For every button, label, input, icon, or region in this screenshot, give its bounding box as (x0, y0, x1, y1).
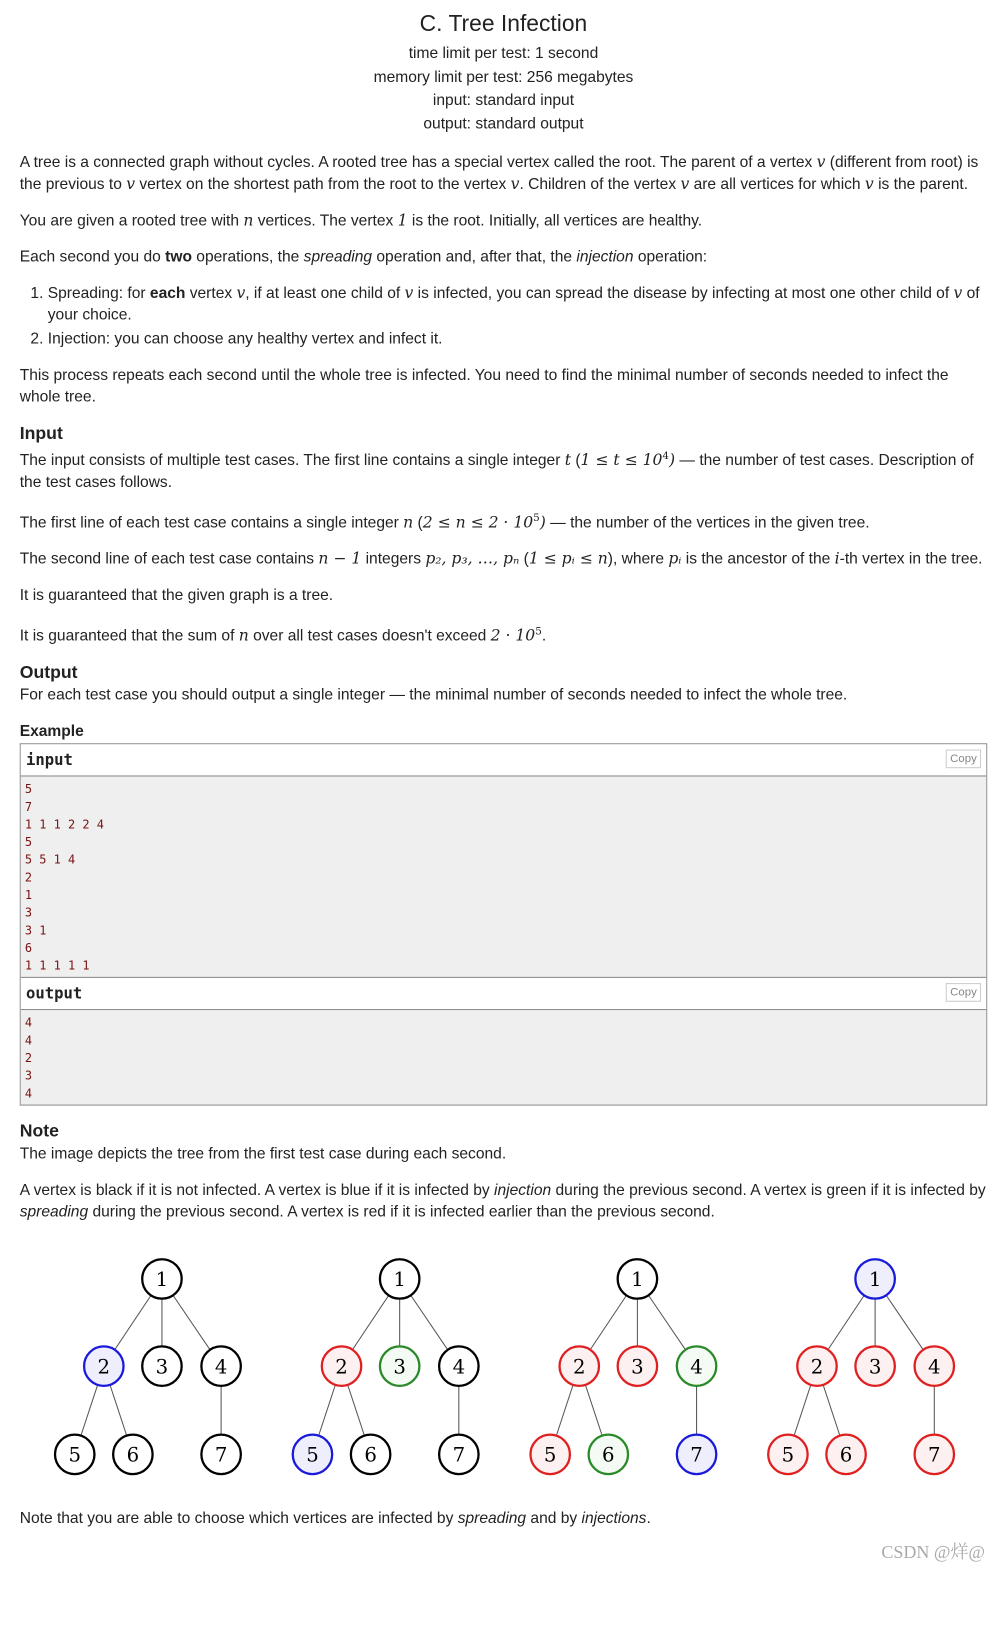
tree-node-label: 4 (214, 1355, 228, 1379)
tree-node-label: 4 (690, 1355, 703, 1379)
paragraph (20, 508, 988, 534)
legend-end (20, 364, 988, 408)
math-inline: 4 (662, 450, 670, 462)
sample-line: 6 (24, 940, 33, 956)
tree-edge (348, 1385, 365, 1436)
sample-line: 2 (24, 1050, 33, 1066)
sample-line: 4 (24, 1085, 33, 1101)
math-inline: n (403, 512, 414, 532)
tree-edge (173, 1295, 210, 1350)
math-inline: t (564, 450, 571, 470)
sample-line: 2 (24, 869, 33, 885)
output-file: output: standard output (423, 114, 584, 133)
input-heading: Input (19, 423, 63, 444)
italic-text: injection (494, 1181, 552, 1200)
sample-line: 3 (24, 905, 33, 920)
text-run: vertices. The vertex (253, 211, 398, 230)
math-inline: 1 ≤ t ≤ 10 (580, 450, 663, 470)
text-run: during the previous second. A vertex is green if it is infected by (551, 1181, 986, 1200)
italic-text: spreading (19, 1203, 89, 1221)
sample-line: 4 (24, 1015, 33, 1030)
note-text (20, 1143, 988, 1223)
paragraph (20, 210, 988, 232)
tree-node-label: 2 (335, 1355, 348, 1379)
italic-text: spreading (303, 248, 373, 266)
text-run: integers (361, 550, 426, 568)
sample-line: 1 1 1 1 1 (24, 958, 90, 973)
sample-line: 5 5 1 4 (24, 852, 76, 867)
paragraph (20, 1507, 988, 1529)
sample-output-header (21, 977, 986, 1010)
paragraph (20, 684, 988, 706)
paragraph (20, 445, 988, 493)
tree-edge (794, 1385, 811, 1436)
text-run: operations, the (191, 248, 304, 266)
math-inline: 2 · 10 (490, 625, 536, 645)
paragraph (20, 584, 988, 606)
input-spec (20, 445, 988, 646)
copy-output-button[interactable]: Copy (946, 983, 981, 1002)
tree-node-label: 1 (155, 1268, 169, 1292)
tree-node-label: 2 (810, 1355, 824, 1379)
input-file: input: standard input (432, 91, 575, 110)
tree-diagram (768, 1259, 954, 1474)
text-run: is the parent. (873, 175, 969, 194)
text-run: ( (413, 513, 423, 532)
tree-node-label: 3 (393, 1355, 406, 1379)
bold-text: two (165, 248, 192, 266)
paragraph (20, 548, 988, 570)
math-inline: p₂, p₃, …, pₙ (425, 549, 520, 568)
math-inline: v (404, 283, 414, 303)
math-inline: 5 (535, 625, 542, 638)
math-inline: v (680, 174, 690, 194)
text-run: Spreading: for (47, 284, 150, 303)
math-inline: v (864, 174, 874, 194)
math-inline: v (816, 152, 826, 172)
text-run: during the previous second. A vertex is red if it is infected earlier than the previous second. (88, 1203, 715, 1221)
text-run: is the root. Initially, all vertices are healthy. (407, 211, 703, 230)
statement (0, 152, 1007, 1530)
watermark: CSDN @烊@ (881, 1542, 985, 1562)
paragraph (20, 1179, 988, 1223)
tree-edge (590, 1295, 626, 1349)
text-run: Injection: you can choose any healthy vertex and infect it. (47, 330, 443, 348)
sample-input-header (21, 744, 986, 776)
tree-node-label: 1 (631, 1268, 644, 1292)
legend-paragraphs (20, 152, 988, 268)
sample-tests (20, 743, 988, 1105)
sample-line: 1 1 1 2 2 4 (24, 816, 104, 832)
problem-title: C. Tree Infection (419, 10, 588, 37)
example-heading: Example (19, 722, 84, 741)
math-inline: n − 1 (318, 549, 362, 568)
tree-edge (319, 1385, 336, 1436)
text-run: This process repeats each second until the whole tree is infected. You need to find the minimal number of seconds needed to infect the whole tree. (19, 366, 949, 406)
note-end (20, 1507, 988, 1529)
text-run: of your choice. (47, 284, 980, 324)
text-run: It is guaranteed that the given graph is a tree. (19, 586, 334, 605)
text-run: — the number of the vertices in the given tree. (545, 513, 870, 532)
paragraph (20, 246, 988, 268)
math-inline: n (238, 625, 249, 645)
text-run: . (646, 1509, 651, 1528)
tree-edge (115, 1295, 151, 1349)
math-inline: ) (539, 512, 546, 532)
tree-node-label: 2 (97, 1355, 111, 1379)
paragraph (20, 152, 988, 196)
text-run: A vertex is black if it is not infected. A vertex is blue if it is infected by (19, 1181, 495, 1200)
math-inline: 1 (397, 210, 408, 230)
tree-diagram (55, 1259, 241, 1474)
math-inline: n (243, 210, 254, 230)
text-run: vertex (185, 284, 237, 303)
tree-node-label: 1 (393, 1268, 406, 1292)
paragraph (20, 1143, 988, 1165)
text-run: — the number of test cases. Description of the test cases follows. (19, 451, 974, 492)
text-run: is the ancestor of the (681, 550, 835, 568)
sample-line: 5 (24, 781, 33, 797)
text-run: (different from root) is the previous to (19, 153, 979, 194)
math-inline: 5 (533, 512, 540, 525)
text-run: . Children of the vertex (519, 175, 681, 194)
tree-node-label: 3 (155, 1355, 169, 1379)
tree-node-label: 4 (452, 1355, 466, 1379)
bold-text: each (149, 284, 186, 303)
text-run: vertex on the shortest path from the root to the vertex (135, 175, 511, 194)
math-inline: ) (669, 450, 676, 470)
sample-input-label: input (25, 750, 73, 770)
tree-edge (823, 1385, 840, 1436)
text-run: operation and, after that, the (372, 248, 577, 266)
text-run: You are given a rooted tree with (19, 211, 244, 230)
tree-edge (585, 1385, 602, 1436)
text-run: operation: (633, 248, 708, 266)
copy-input-button[interactable]: Copy (946, 750, 981, 769)
text-run: ), where (607, 550, 669, 568)
tree-node-label: 6 (602, 1443, 615, 1467)
tree-node-label: 5 (306, 1443, 319, 1467)
operations-list (20, 282, 988, 349)
tree-edge (81, 1385, 98, 1436)
sample-line: 1 (24, 887, 33, 903)
text-run: The second line of each test case contains (19, 550, 319, 568)
text-run: For each test case you should output a single integer — the minimal number of seconds needed to infect the whole tree. (19, 686, 848, 704)
sample-line: 4 (24, 1032, 33, 1048)
tree-diagram (293, 1259, 479, 1474)
tree-node-label: 2 (572, 1355, 586, 1379)
sample-output-label: output (25, 984, 83, 1003)
text-run: The input consists of multiple test cases. The first line contains a single integer (19, 451, 565, 470)
tree-node-label: 7 (452, 1443, 466, 1467)
tree-node-label: 5 (68, 1443, 82, 1467)
sample-line: 5 (24, 834, 33, 850)
tree-edge (411, 1295, 448, 1350)
note-heading: Note (19, 1121, 59, 1141)
tree-node-label: 6 (126, 1443, 140, 1467)
tree-edge (110, 1385, 127, 1436)
list-item (48, 282, 987, 326)
math-inline: v (510, 174, 520, 194)
text-run: ( (519, 550, 529, 568)
tree-edge (352, 1295, 388, 1349)
italic-text: injections (581, 1509, 647, 1528)
problem-limits (0, 43, 1007, 136)
tree-edge (556, 1385, 573, 1436)
math-inline: 1 ≤ pᵢ ≤ n (528, 549, 608, 568)
tree-diagram (530, 1259, 716, 1474)
text-run: The first line of each test case contains a single integer (19, 513, 404, 532)
text-run: A tree is a connected graph without cycles. A rooted tree has a special vertex called the root. The parent of a vertex (19, 153, 817, 172)
text-run: Each second you do (19, 248, 166, 266)
tree-illustrations (0, 1237, 968, 1507)
paragraph (20, 621, 988, 647)
math-inline: v (126, 174, 136, 194)
tree-node-label: 6 (364, 1443, 377, 1467)
text-run: The image depicts the tree from the first test case during each second. (19, 1145, 507, 1163)
text-run: over all test cases doesn't exceed (248, 627, 491, 645)
text-run: It is guaranteed that the sum of (19, 627, 239, 645)
math-inline: 2 ≤ n ≤ 2 · 10 (422, 512, 534, 532)
tree-node-label: 7 (690, 1443, 703, 1467)
text-run: Note that you are able to choose which vertices are infected by (19, 1509, 458, 1528)
text-run: and by (526, 1509, 582, 1528)
time-limit: time limit per test: 1 second (408, 44, 599, 63)
tree-node-label: 4 (928, 1355, 941, 1379)
tree-node-label: 1 (868, 1268, 882, 1292)
italic-text: injection (576, 248, 634, 266)
math-inline: v (236, 283, 246, 303)
tree-node-label: 6 (839, 1443, 853, 1467)
sample-line: 7 (24, 799, 33, 814)
sample-input-body[interactable] (21, 776, 986, 976)
text-run: -th vertex in the tree. (839, 550, 983, 568)
paragraph (20, 364, 988, 408)
tree-node-label: 3 (868, 1355, 882, 1379)
tree-node-label: 5 (543, 1443, 557, 1467)
text-run: ( (570, 451, 581, 470)
math-inline: i (834, 549, 840, 568)
sample-line: 3 1 (24, 922, 47, 938)
tree-edge (828, 1295, 864, 1349)
tree-node-label: 5 (781, 1443, 795, 1467)
text-run: . (541, 627, 547, 645)
text-run: , if at least one child of (245, 284, 405, 303)
math-inline: v (953, 283, 963, 303)
tree-edge (886, 1295, 923, 1350)
tree-edge (648, 1295, 685, 1350)
tree-node-label: 3 (631, 1355, 644, 1379)
tree-node-label: 7 (214, 1443, 228, 1467)
sample-line: 3 (24, 1068, 33, 1083)
italic-text: spreading (457, 1509, 527, 1528)
output-spec (20, 684, 988, 706)
text-run: are all vertices for which (689, 175, 865, 194)
output-heading: Output (19, 662, 78, 683)
memory-limit: memory limit per test: 256 megabytes (373, 67, 634, 86)
list-item (48, 328, 987, 350)
tree-node-label: 7 (928, 1443, 941, 1467)
sample-output-body[interactable] (21, 1010, 986, 1104)
text-run: is infected, you can spread the disease by infecting at most one other child of (413, 284, 954, 303)
math-inline: pᵢ (668, 549, 682, 568)
